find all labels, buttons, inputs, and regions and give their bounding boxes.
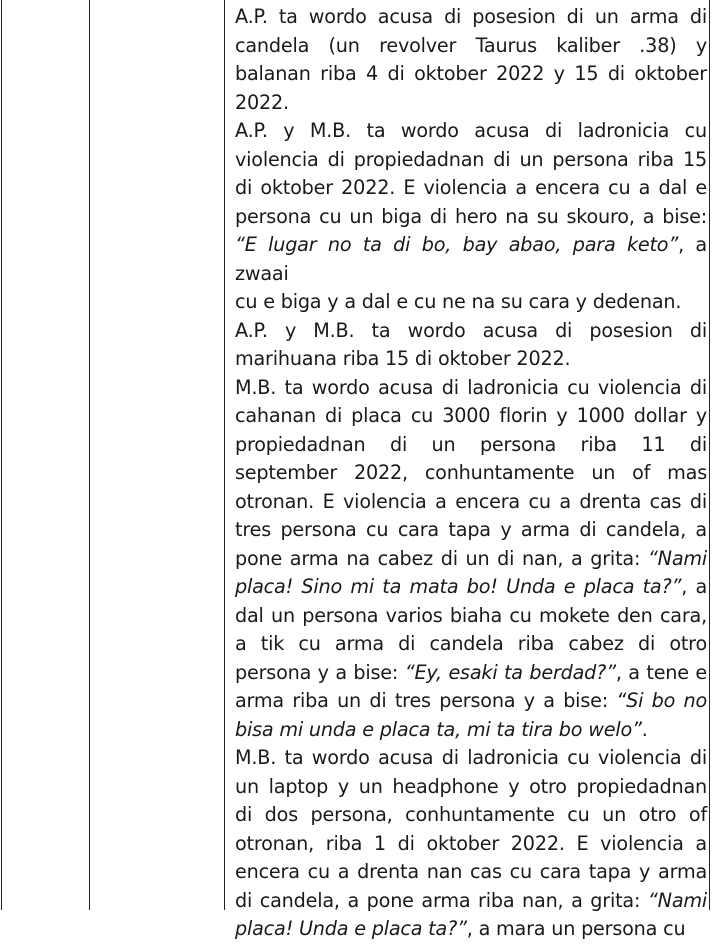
text-line <box>235 659 707 688</box>
text-line <box>235 146 707 175</box>
text-segment: persona cu un biga di hero na su skouro, a bise: <box>235 204 707 228</box>
text-segment: 2022. <box>235 90 289 114</box>
text-line <box>235 288 707 317</box>
charge-paragraph <box>235 317 707 374</box>
text-segment: a tik cu arma di candela riba cabez di otro <box>235 632 707 655</box>
text-line <box>235 887 707 916</box>
text-segment: marihuana riba 15 di oktober 2022. <box>235 347 571 370</box>
text-segment: tres persona cu cara tapa y arma di candela, a <box>235 518 707 541</box>
text-segment: , a mara un persona cu <box>466 917 686 940</box>
text-segment: encera cu a drenta nan cas cu cara tapa y arma <box>235 860 707 883</box>
text-line <box>235 431 707 460</box>
text-segment: , a zwaai <box>235 233 707 285</box>
text-segment: A.P. ta wordo acusa di posesion di un arma di <box>235 5 707 28</box>
text-segment: A.P. y M.B. ta wordo acusa di ladronicia cu <box>235 119 707 142</box>
quoted-text: bisa mi unda e placa ta, mi ta tira bo welo” <box>235 717 642 741</box>
text-line <box>235 317 707 346</box>
charge-paragraph <box>235 744 707 944</box>
text-line <box>235 374 707 403</box>
charge-paragraph <box>235 117 707 317</box>
text-segment: M.B. ta wordo acusa di ladronicia cu violencia di <box>235 375 707 399</box>
quoted-text: placa! Sino mi ta mata bo! Unda e placa ta?” <box>235 575 682 598</box>
text-line <box>235 89 707 118</box>
text-segment: cahanan di placa cu 3000 florin y 1000 dollar y <box>235 404 707 427</box>
text-line <box>235 345 707 374</box>
text-segment: di candela, a pone arma riba nan, a grita: <box>235 888 648 912</box>
text-line <box>235 915 707 944</box>
text-segment: , a tene e <box>615 660 707 684</box>
text-line <box>235 687 707 716</box>
text-segment: cu e biga y a dal e cu ne na su cara y dedenan. <box>235 290 682 313</box>
text-line <box>235 488 707 517</box>
text-line <box>235 858 707 887</box>
quoted-text: “Nami <box>647 546 707 570</box>
text-line <box>235 545 707 574</box>
quoted-text: “Nami <box>647 888 707 912</box>
text-line <box>235 174 707 203</box>
text-segment: A.P. y M.B. ta wordo acusa di posesion di <box>235 318 707 342</box>
text-line <box>235 203 707 232</box>
text-segment: di oktober 2022. E violencia a encera cu a dal e <box>235 176 707 199</box>
text-line <box>235 830 707 859</box>
text-line <box>235 602 707 631</box>
text-line <box>235 231 707 288</box>
text-segment: candela (un revolver Taurus kaliber .38) y <box>235 33 707 57</box>
text-line <box>235 801 707 830</box>
text-line <box>235 716 707 745</box>
text-segment: september 2022, conhuntamente un of mas <box>235 461 707 484</box>
table-column-divider-2 <box>224 0 225 910</box>
charges-description-cell <box>235 3 707 944</box>
text-segment: violencia di propiedadnan di un persona riba 15 <box>235 147 707 171</box>
text-segment: arma riba un di tres persona y a bise: <box>235 689 617 712</box>
text-line <box>235 402 707 431</box>
text-line <box>235 32 707 61</box>
text-line <box>235 573 707 602</box>
table-border-right <box>709 0 710 910</box>
text-segment: M.B. ta wordo acusa di ladronicia cu violencia di <box>235 746 707 769</box>
text-segment: . <box>641 717 648 741</box>
text-line <box>235 773 707 802</box>
text-segment: otronan. E violencia a encera cu a drenta cas di <box>235 489 707 513</box>
text-segment: , a <box>681 575 708 598</box>
text-segment: dal un persona varios biaha cu mokete den cara, <box>235 603 707 627</box>
text-line <box>235 516 707 545</box>
text-segment: un laptop y un headphone y otro propiedadnan <box>235 774 707 798</box>
text-segment: balanan riba 4 di oktober 2022 y 15 di oktober <box>235 62 707 85</box>
text-segment: propiedadnan di un persona riba 11 di <box>235 432 707 456</box>
text-segment: persona y a bise: <box>235 660 405 684</box>
charge-paragraph <box>235 3 707 117</box>
quoted-text: “Ey, esaki ta berdad?” <box>404 660 616 684</box>
text-segment: di dos persona, conhuntamente cu un otro of <box>235 803 707 826</box>
charge-paragraph <box>235 374 707 745</box>
quoted-text: placa! Unda e placa ta?” <box>235 917 467 940</box>
text-line <box>235 117 707 146</box>
text-segment: otronan, riba 1 di oktober 2022. E violencia a <box>235 831 707 855</box>
quoted-text: “E lugar no ta di bo, bay abao, para keto” <box>235 233 679 256</box>
text-line <box>235 630 707 659</box>
text-line <box>235 3 707 32</box>
text-line <box>235 744 707 773</box>
table-border-left <box>1 0 2 910</box>
text-segment: pone arma na cabez di un di nan, a grita: <box>235 546 648 570</box>
text-line <box>235 459 707 488</box>
text-line <box>235 60 707 89</box>
quoted-text: “Si bo no <box>616 689 707 712</box>
table-column-divider-1 <box>89 0 90 910</box>
